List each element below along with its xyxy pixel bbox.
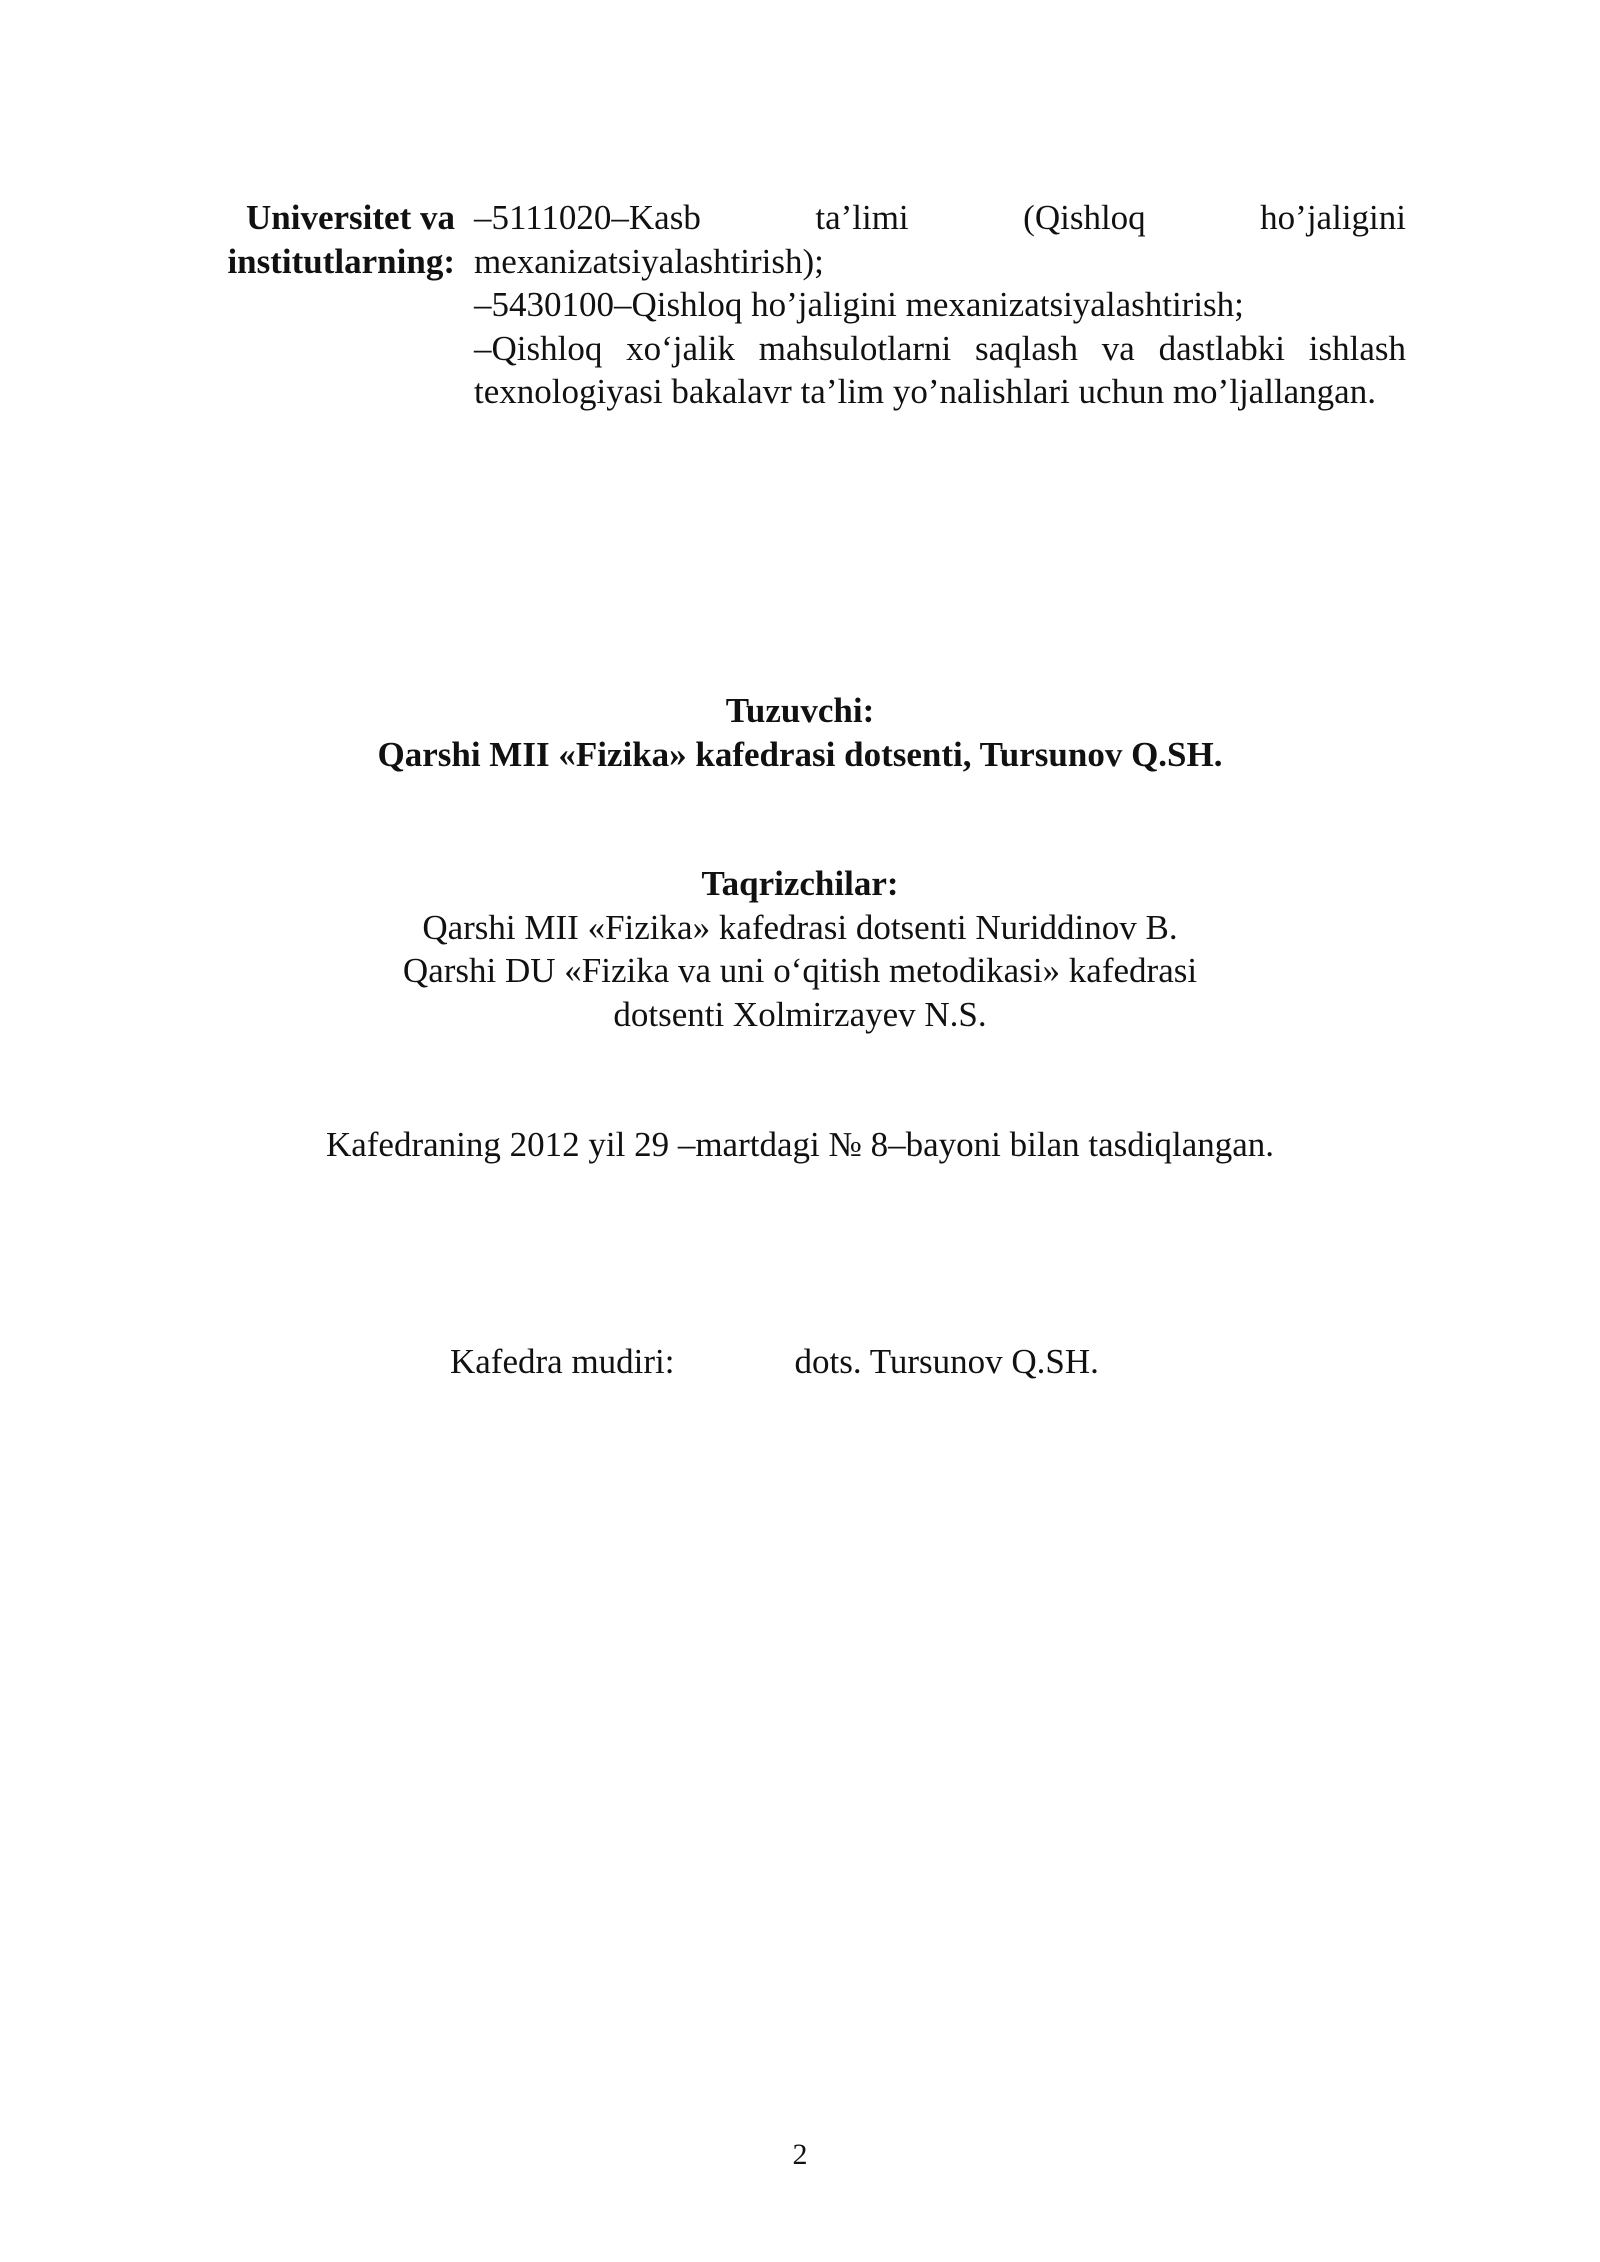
- program-item: –5430100–Qishloq ho’jaligini mexanizatsiyalashtirish;: [474, 285, 1244, 324]
- reviewer-line: Qarshi DU «Fizika va uni o‘qitish metodikasi» kafedrasi: [402, 951, 1198, 990]
- reviewer-line: Qarshi MII «Fizika» kafedrasi dotsenti Nuriddinov B.: [422, 907, 1178, 947]
- audience-programs: [474, 196, 1406, 414]
- reviewers-heading: Taqrizchilar:: [701, 864, 899, 903]
- author-heading: Tuzuvchi:: [725, 691, 875, 730]
- page-number: 2: [792, 2138, 808, 2171]
- reviewer-line: dotsenti Xolmirzayev N.S.: [613, 994, 987, 1034]
- head-name: dots. Tursunov Q.SH.: [794, 1342, 1099, 1381]
- audience-label: [210, 196, 474, 414]
- program-item: –Qishloq xo‘jalik mahsulotlarni saqlash va dastlabki ishlash texnologiyasi bakalavr ta’lim yo’nalishlari uchun mo’ljallangan.: [474, 328, 1406, 411]
- program-item: –5111020–Kasb ta’limi (Qishloq ho’jaligini mexanizatsiyalashtirish);: [474, 198, 1406, 281]
- head-of-department: [450, 1340, 1099, 1384]
- approval-statement: Kafedraning 2012 yil 29 –martdagi № 8–bayoni bilan tasdiqlangan.: [325, 1125, 1275, 1164]
- audience-label-line-2: institutlarning:: [227, 241, 455, 281]
- author-line: Qarshi MII «Fizika» kafedrasi dotsenti, Tursunov Q.SH.: [377, 734, 1223, 774]
- intended-audience-block: [210, 196, 1406, 414]
- reviewers-block: [0, 862, 1600, 1036]
- audience-label-line-1: Universitet va: [246, 198, 455, 237]
- author-block: [0, 689, 1600, 776]
- head-label: Kafedra mudiri:: [450, 1342, 675, 1381]
